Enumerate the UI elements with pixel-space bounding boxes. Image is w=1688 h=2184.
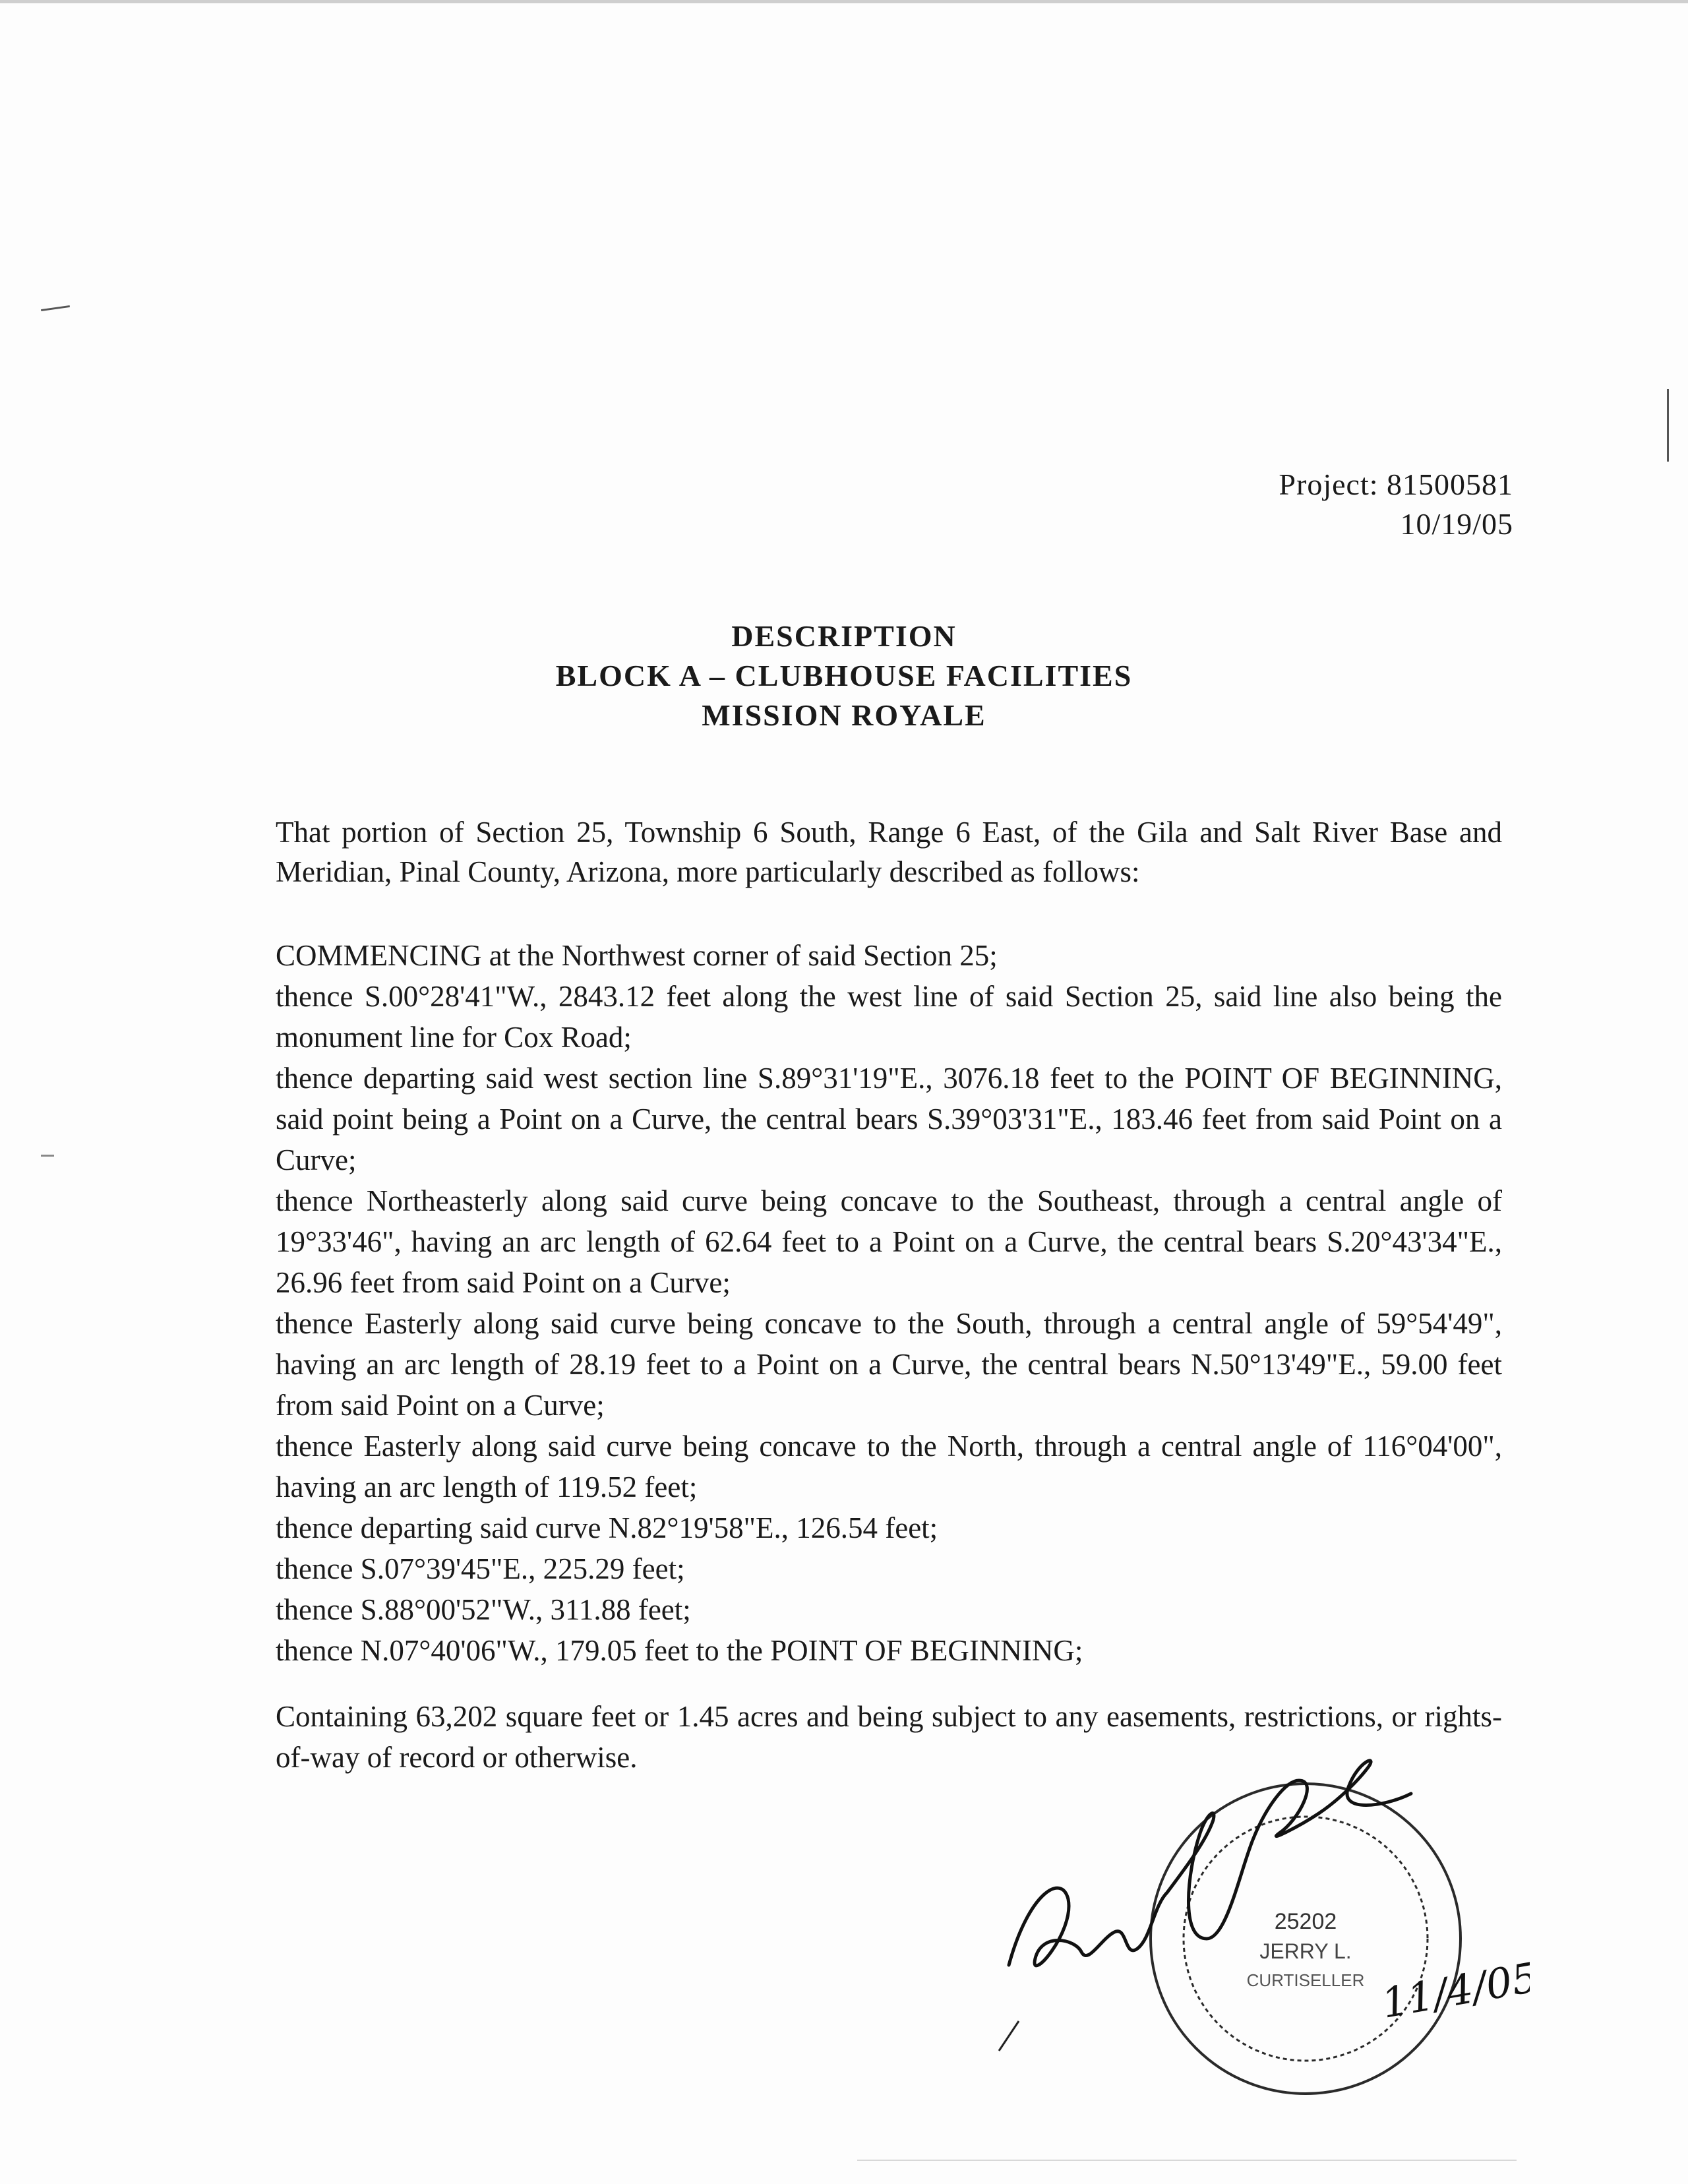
course-line: thence departing said west section line S.89°31'19"E., 3076.18 feet to the POINT OF BEGINNING, said point being a Point on a Curve, the central bears S.39°03'31"E., 183.46 feet from said Point on a Curve; [276, 1062, 1502, 1176]
title-line-2: BLOCK A – CLUBHOUSE FACILITIES [555, 659, 1133, 692]
legal-description-courses [276, 935, 1502, 1671]
course-line: thence S.07°39'45"E., 225.29 feet; [276, 1552, 685, 1585]
course-line: thence Easterly along said curve being concave to the South, through a central angle of 59°54'49", having an arc length of 28.19 feet to a Point on a Curve, the central bears N.50°13'49"E., 59.00 feet from said Point on a Curve; [276, 1307, 1502, 1422]
scan-top-border [0, 0, 1688, 3]
seal-outer-ring [1151, 1784, 1461, 2094]
seal-registration-number: 25202 [1274, 1909, 1337, 1934]
project-date: 10/19/05 [1400, 507, 1513, 541]
scan-mark [41, 1155, 54, 1157]
course-line: thence S.88°00'52"W., 311.88 feet; [276, 1593, 691, 1626]
title-line-1: DESCRIPTION [731, 619, 957, 653]
seal-graphic [989, 1741, 1530, 2110]
course-line: COMMENCING at the Northwest corner of said Section 25; [276, 939, 998, 972]
course-line: thence Northeasterly along said curve being concave to the Southeast, through a central angle of 19°33'46", having an arc length of 62.64 feet to a Point on a Curve, the central bears S.20°43'34"E., 26.96 feet from said Point on a Curve; [276, 1184, 1502, 1299]
project-header [1279, 465, 1513, 544]
scan-bottom-line [857, 2160, 1517, 2161]
course-line: thence S.00°28'41"W., 2843.12 feet along the west line of said Section 25, said line also being the monument line for Cox Road; [276, 980, 1502, 1054]
containing-paragraph: Containing 63,202 square feet or 1.45 acres and being subject to any easements, restrictions, or rights-of-way of record or otherwise. [276, 1700, 1502, 1774]
scan-mark [1667, 389, 1669, 462]
seal-name-line-1: JERRY L. [1259, 1939, 1352, 1963]
seal-name-line-2: CURTISELLER [1246, 1970, 1365, 1990]
surveyor-seal-and-signature [989, 1741, 1530, 2110]
course-line: thence Easterly along said curve being concave to the North, through a central angle of 116°04'00", having an arc length of 119.52 feet; [276, 1430, 1502, 1503]
scan-mark [41, 305, 70, 311]
project-number: Project: 81500581 [1279, 468, 1513, 501]
signed-date: 11/4/05 [1377, 1953, 1530, 2028]
course-line: thence N.07°40'06"W., 179.05 feet to the POINT OF BEGINNING; [276, 1634, 1083, 1667]
document-title [0, 617, 1688, 735]
signature-tick [999, 2021, 1019, 2051]
title-line-3: MISSION ROYALE [702, 698, 986, 732]
course-line: thence departing said curve N.82°19'58"E., 126.54 feet; [276, 1511, 938, 1544]
intro-paragraph: That portion of Section 25, Township 6 South, Range 6 East, of the Gila and Salt River Base and Meridian, Pinal County, Arizona, more particularly described as follows: [276, 816, 1502, 888]
